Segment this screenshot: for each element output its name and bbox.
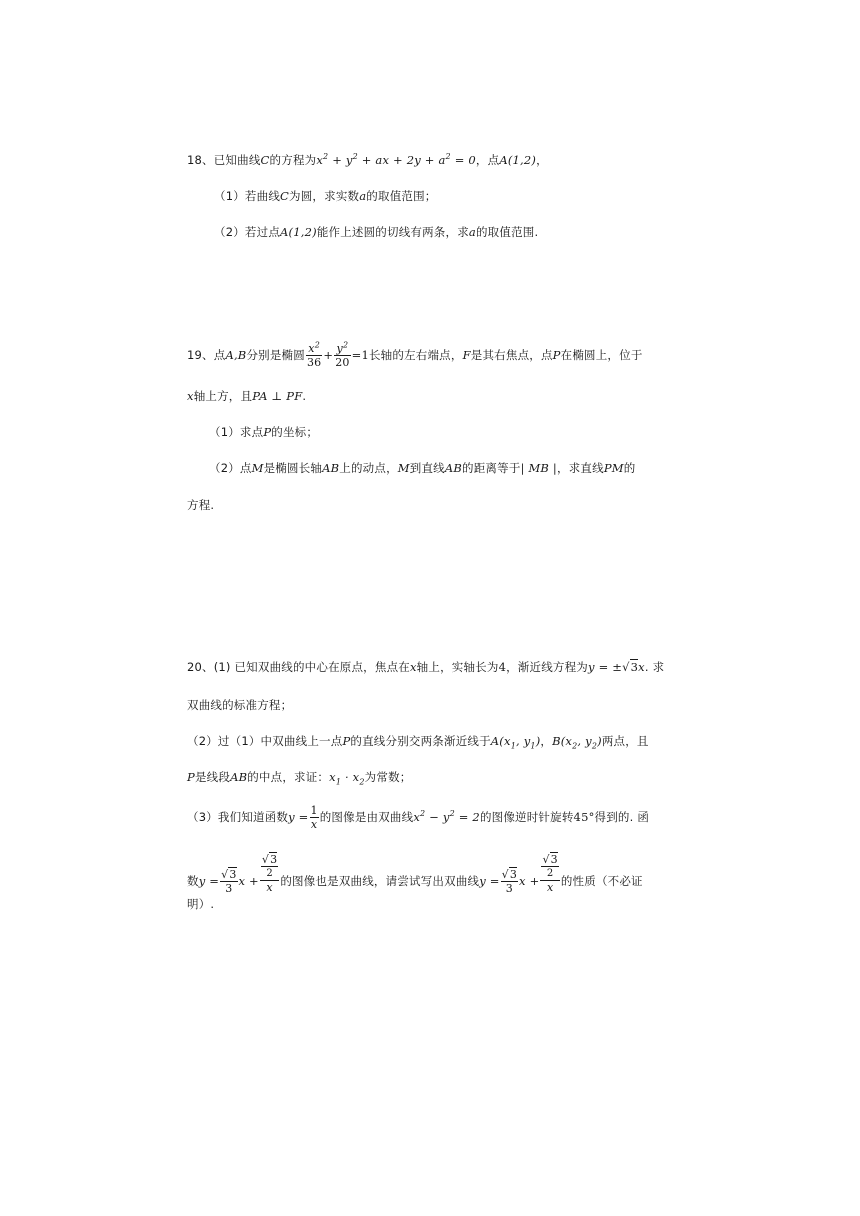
p19-line-1: 19、点A,B分别是椭圆 $\frac{x^2}{36}$ + $\frac{y^2}{20}$ =1长轴的左右端点，F是其右焦点，点P在椭圆上，位于 bbox=[187, 340, 643, 369]
p18-q2-text: （2）若过点 bbox=[214, 225, 281, 239]
point-B-x2y2: $B(x_2$, $y_2$) bbox=[552, 734, 602, 751]
p18-text: 的方程为 bbox=[269, 153, 317, 167]
fraction-sqrt3-over-3: $\frac{√3}{3}$ bbox=[221, 868, 237, 895]
p19-text: 长轴的左右端点， bbox=[368, 348, 463, 362]
p19-line-2 bbox=[187, 388, 306, 404]
p20-text: 的性质（不必证 bbox=[560, 874, 643, 888]
p19-q2-text: （2）点 bbox=[209, 461, 252, 475]
number-4: 4 bbox=[498, 660, 507, 674]
fraction-sqrt3-2-over-x: $\frac{\frac{√3}{2}}{x}$ bbox=[261, 853, 278, 894]
p18-line-1 bbox=[187, 152, 548, 168]
p18-q1-text: 为圆，求实数 bbox=[289, 189, 360, 203]
p18-q2-text: 能作上述圆的切线有两条，求 bbox=[316, 225, 469, 239]
p19-question-1 bbox=[209, 424, 318, 440]
p18-q1-text: 的取值范围； bbox=[366, 189, 437, 203]
p19-text: 分别是椭圆 bbox=[246, 348, 305, 362]
var-C: C bbox=[280, 189, 290, 203]
p19-q1-text: （1）求点 bbox=[209, 425, 264, 439]
hyperbola-equation: $x^2 - y^2 = 2$ bbox=[413, 809, 480, 824]
segment-AB: AB bbox=[444, 461, 463, 475]
p20-line-6: 数y = $\frac{√3}{3}$ x + $\frac{\frac{√3}{2}}{x}$ 的图像也是双曲线，请尝试写出双曲线y = $\frac{√3}{3}$ x + $\frac{\frac{√3}{2}}{x}$ 的性质（不必证 bbox=[187, 853, 643, 895]
p20-text: 为常数； bbox=[364, 770, 412, 784]
p20-text: 20、(1) 已知双曲线的中心在原点，焦点在 bbox=[187, 660, 410, 674]
var-a: a bbox=[468, 225, 476, 239]
p19-question-2 bbox=[209, 460, 635, 476]
var-P: P bbox=[552, 348, 561, 362]
p20-text: 的中点，求证： bbox=[247, 770, 330, 784]
p20-line-2 bbox=[187, 697, 292, 713]
p20-text: 的直线分别交两条渐近线于 bbox=[350, 734, 491, 748]
var-F: F bbox=[462, 348, 471, 362]
var-P: P bbox=[187, 770, 195, 784]
p20-text: 得到的. 函 bbox=[594, 810, 650, 824]
perpendicular-condition: PA ⊥ PF bbox=[252, 389, 303, 403]
var-C: C bbox=[260, 153, 270, 167]
p20-text: 的图像也是双曲线，请尝试写出双曲线 bbox=[280, 874, 480, 888]
p19-q2-text: 是椭圆长轴 bbox=[263, 461, 323, 475]
p19-text: 是其右焦点，点 bbox=[470, 348, 553, 362]
abs-MB: | MB | bbox=[520, 461, 558, 475]
segment-AB: AB bbox=[230, 770, 248, 784]
p19-q1-text: 的坐标； bbox=[271, 425, 319, 439]
p20-line-7 bbox=[187, 896, 214, 912]
p20-text: 两点，且 bbox=[601, 734, 649, 748]
p18-q1-text: （1）若曲线 bbox=[214, 189, 281, 203]
segment-AB: AB bbox=[322, 461, 340, 475]
p18-text: ， bbox=[536, 153, 548, 167]
p20-line-1 bbox=[187, 659, 664, 675]
p19-text: 19、点 bbox=[187, 348, 226, 362]
p18-question-1 bbox=[214, 188, 437, 204]
p19-q2-text: ，求直线 bbox=[557, 461, 604, 475]
p20-text: ， bbox=[540, 734, 553, 748]
product-x1x2: $x_1 \cdot x_2$ bbox=[329, 770, 365, 787]
p19-line-5 bbox=[187, 497, 214, 513]
fraction-y2-20: $\frac{y^2}{20}$ bbox=[335, 340, 350, 369]
var-x: x bbox=[187, 389, 194, 403]
fraction-1-over-x: $\frac{1}{x}$ bbox=[310, 804, 318, 831]
point-A-x1y1: $A(x_1$, $y_1$) bbox=[490, 734, 541, 751]
points-AB: A,B bbox=[225, 348, 247, 362]
p19-text: . bbox=[302, 389, 307, 403]
p20-text: 的图像是由双曲线 bbox=[319, 810, 414, 824]
p20-text: 是线段 bbox=[194, 770, 231, 784]
p19-q2-text: 上的动点， bbox=[339, 461, 398, 475]
p20-text: . 求 bbox=[644, 660, 665, 674]
fraction-x2-36: $\frac{x^2}{36}$ bbox=[306, 340, 322, 369]
var-P: P bbox=[342, 734, 351, 748]
p18-text: ，点 bbox=[475, 153, 500, 167]
var-x: x bbox=[409, 660, 417, 674]
asymptote-equation: y = ±√3x bbox=[588, 660, 645, 674]
p19-q2-text: 到直线 bbox=[409, 461, 445, 475]
p18-equation: $x^2 + y^2$ + ax + $2y + a^2 = 0$ bbox=[316, 152, 476, 167]
angle-45: 45° bbox=[573, 810, 595, 824]
p20-line-5: （3）我们知道函数y = $\frac{1}{x}$ 的图像是由双曲线$x^2 - y^2 = 2$的图像逆时针旋转45°得到的. 函 bbox=[187, 804, 650, 831]
var-a: a bbox=[359, 189, 367, 203]
var-M: M bbox=[251, 461, 264, 475]
p19-text: 轴上方，且 bbox=[193, 389, 253, 403]
var-M: M bbox=[397, 461, 410, 475]
p20-text: 的图像逆时针旋转 bbox=[479, 810, 574, 824]
p20-text: （3）我们知道函数 bbox=[187, 810, 289, 824]
p19-text: 在椭圆上，位于 bbox=[560, 348, 643, 362]
p20-text: ，渐近线方程为 bbox=[506, 660, 589, 674]
p18-prefix: 18、已知曲线 bbox=[187, 153, 261, 167]
var-P: P bbox=[263, 425, 272, 439]
p20-text: 双曲线的标准方程； bbox=[187, 698, 293, 712]
p19-q2-text: 的 bbox=[623, 461, 636, 475]
p19-q2-text: 的距离等于 bbox=[462, 461, 521, 475]
fraction-sqrt3-2-over-x: $\frac{\frac{√3}{2}}{x}$ bbox=[542, 853, 558, 894]
p18-question-2 bbox=[214, 224, 538, 240]
p20-text: （2）过（1）中双曲线上一点 bbox=[187, 734, 343, 748]
p20-text: 数 bbox=[187, 874, 199, 888]
p18-q2-text: 的取值范围. bbox=[475, 225, 539, 239]
p19-text: 方程. bbox=[187, 498, 215, 512]
fraction-sqrt3-over-3: $\frac{√3}{3}$ bbox=[501, 868, 518, 895]
line-PM: PM bbox=[603, 461, 624, 475]
p20-text: 轴上，实轴长为 bbox=[416, 660, 499, 674]
point-A: A(1,2) bbox=[280, 225, 317, 239]
point-A: A(1,2) bbox=[499, 153, 537, 167]
p20-line-4 bbox=[187, 769, 411, 785]
p20-text: 明）. bbox=[187, 897, 215, 911]
p20-line-3 bbox=[187, 733, 649, 749]
